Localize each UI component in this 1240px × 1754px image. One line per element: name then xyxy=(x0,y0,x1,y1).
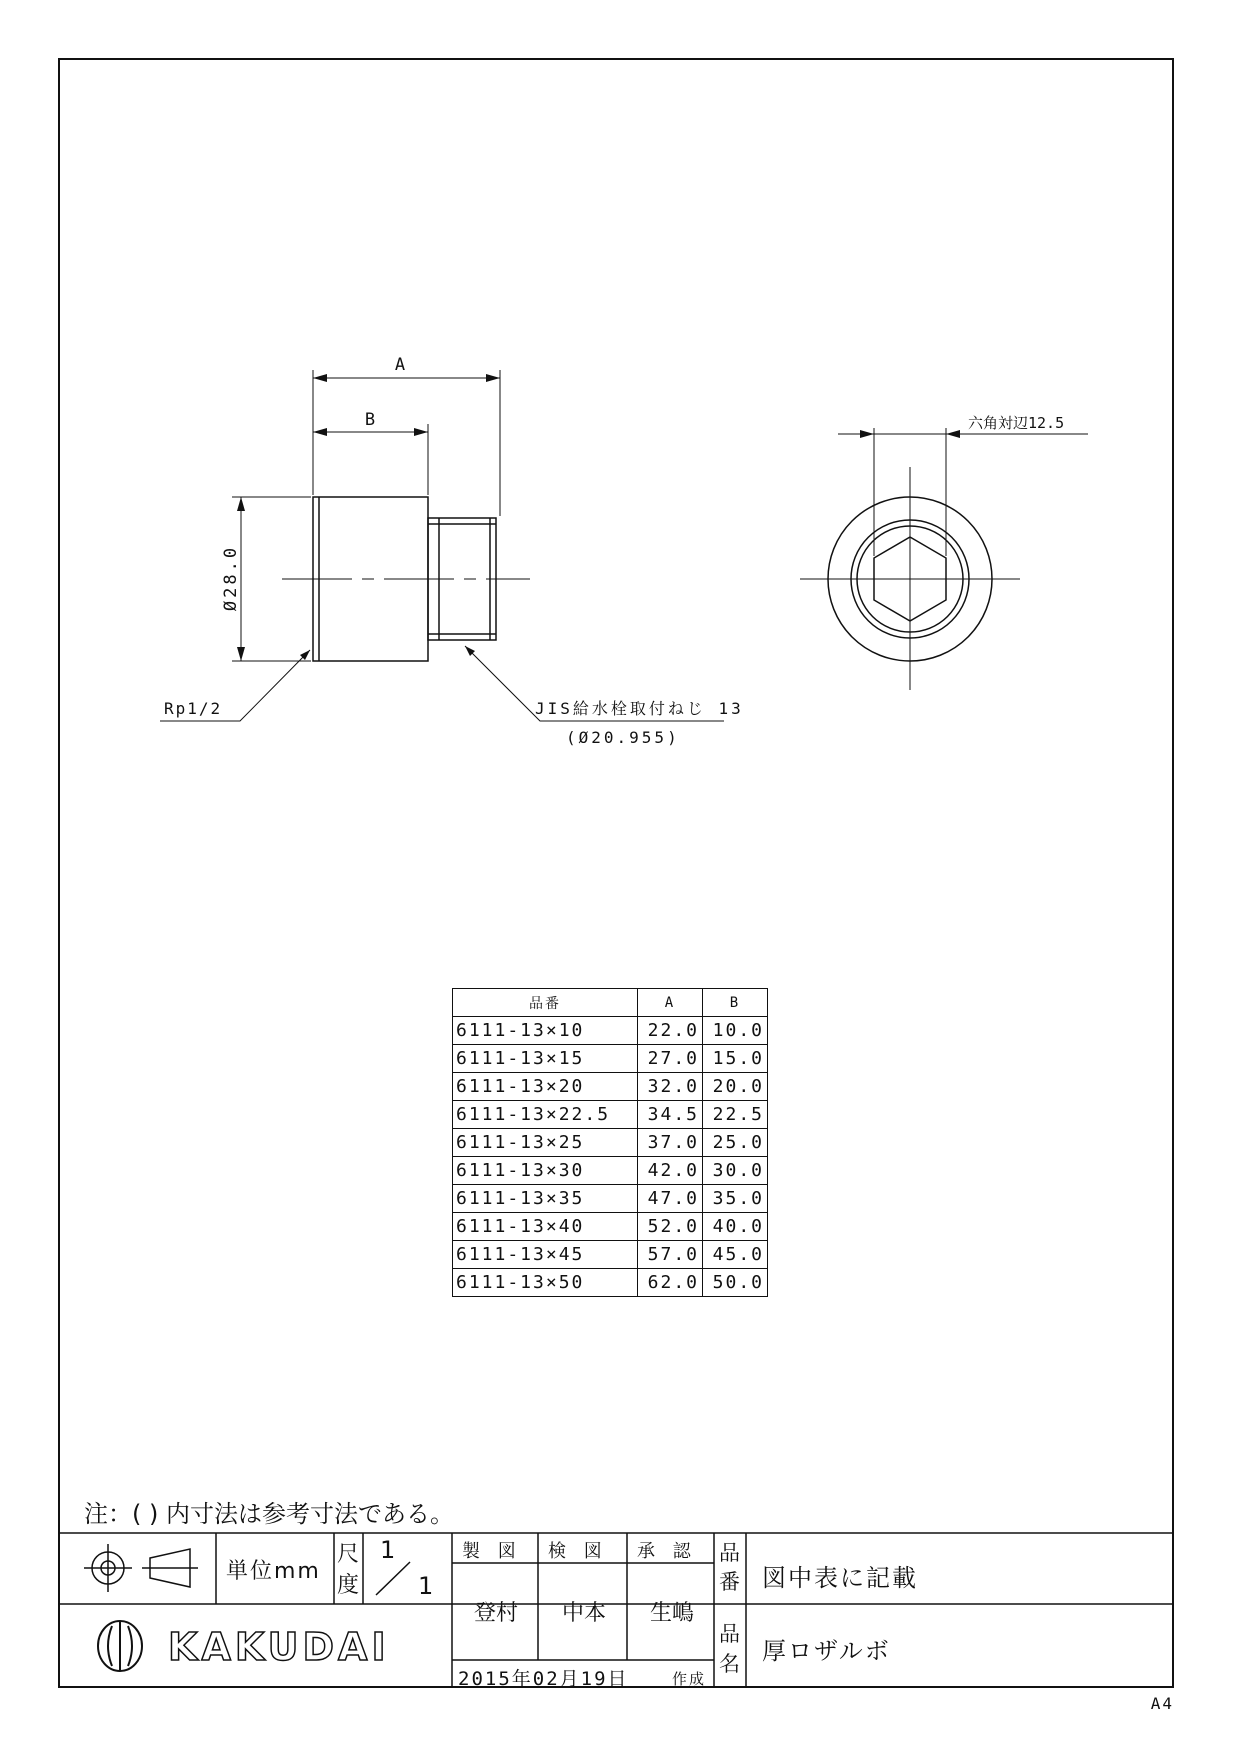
hinban-label-1: 品 xyxy=(719,1541,740,1565)
thread-right-label: JIS給水栓取付ねじ 13 xyxy=(535,699,744,718)
diameter-label: Ø28.0 xyxy=(221,544,241,612)
approver-name: 生嶋 xyxy=(650,1601,695,1626)
hinmei-value: 厚ロザルボ xyxy=(762,1637,891,1665)
cell: 20.0 xyxy=(703,1073,768,1101)
col-header: A xyxy=(638,989,703,1017)
projection-symbol-icon xyxy=(84,1544,198,1592)
cell: 6111-13×22.5 xyxy=(453,1101,638,1129)
cell: 35.0 xyxy=(703,1185,768,1213)
drafter-name: 登村 xyxy=(474,1601,519,1626)
cell: 62.0 xyxy=(638,1269,703,1297)
cell: 6111-13×20 xyxy=(453,1073,638,1101)
hinban-label-2: 番 xyxy=(719,1570,740,1594)
kenzu-header: 検 図 xyxy=(548,1541,608,1562)
creation-date: 2015年02月19日 xyxy=(458,1668,629,1690)
cell: 6111-13×45 xyxy=(453,1241,638,1269)
cell: 42.0 xyxy=(638,1157,703,1185)
dim-b-label: B xyxy=(364,410,376,430)
scale-label-2: 度 xyxy=(337,1573,360,1598)
scale-label-1: 尺 xyxy=(337,1542,360,1567)
checker-name: 中本 xyxy=(562,1601,607,1626)
cell: 6111-13×35 xyxy=(453,1185,638,1213)
cell: 6111-13×40 xyxy=(453,1213,638,1241)
cell: 27.0 xyxy=(638,1045,703,1073)
col-header: B xyxy=(703,989,768,1017)
cell: 6111-13×15 xyxy=(453,1045,638,1073)
scale-numerator: 1 xyxy=(380,1536,396,1564)
scale-denominator: 1 xyxy=(418,1572,434,1600)
cell: 22.5 xyxy=(703,1101,768,1129)
seizu-header: 製 図 xyxy=(462,1541,522,1562)
cell: 22.0 xyxy=(638,1017,703,1045)
created-label: 作成 xyxy=(672,1670,707,1688)
cell: 34.5 xyxy=(638,1101,703,1129)
hinmei-label-2: 名 xyxy=(719,1652,740,1676)
cell: 6111-13×25 xyxy=(453,1129,638,1157)
cell: 32.0 xyxy=(638,1073,703,1101)
brand-logo-text: KAKUDAI xyxy=(168,1625,390,1669)
shonin-header: 承 認 xyxy=(637,1541,697,1562)
cell: 50.0 xyxy=(703,1269,768,1297)
cell: 52.0 xyxy=(638,1213,703,1241)
cell: 10.0 xyxy=(703,1017,768,1045)
cell: 25.0 xyxy=(703,1129,768,1157)
dimension-note: 注：( ) 内寸法は参考寸法である。 xyxy=(84,1500,454,1528)
cell: 47.0 xyxy=(638,1185,703,1213)
hex-label: 六角対辺12.5 xyxy=(968,414,1065,432)
cell: 37.0 xyxy=(638,1129,703,1157)
cell: 30.0 xyxy=(703,1157,768,1185)
dim-a-label: A xyxy=(394,355,406,375)
cell: 40.0 xyxy=(703,1213,768,1241)
col-header: 品番 xyxy=(453,989,638,1017)
cell: 6111-13×10 xyxy=(453,1017,638,1045)
cell: 6111-13×50 xyxy=(453,1269,638,1297)
sheet-size: A4 xyxy=(1150,1694,1174,1713)
cell: 45.0 xyxy=(703,1241,768,1269)
cell: 6111-13×30 xyxy=(453,1157,638,1185)
hinban-value: 図中表に記載 xyxy=(762,1564,918,1592)
thread-ref-label: (Ø20.955) xyxy=(566,728,680,747)
unit-label: 単位mm xyxy=(226,1559,321,1584)
kakudai-logo-icon xyxy=(98,1621,142,1671)
hinmei-label-1: 品 xyxy=(719,1622,740,1646)
cell: 57.0 xyxy=(638,1241,703,1269)
cell: 15.0 xyxy=(703,1045,768,1073)
thread-left-label: Rp1/2 xyxy=(164,699,223,718)
